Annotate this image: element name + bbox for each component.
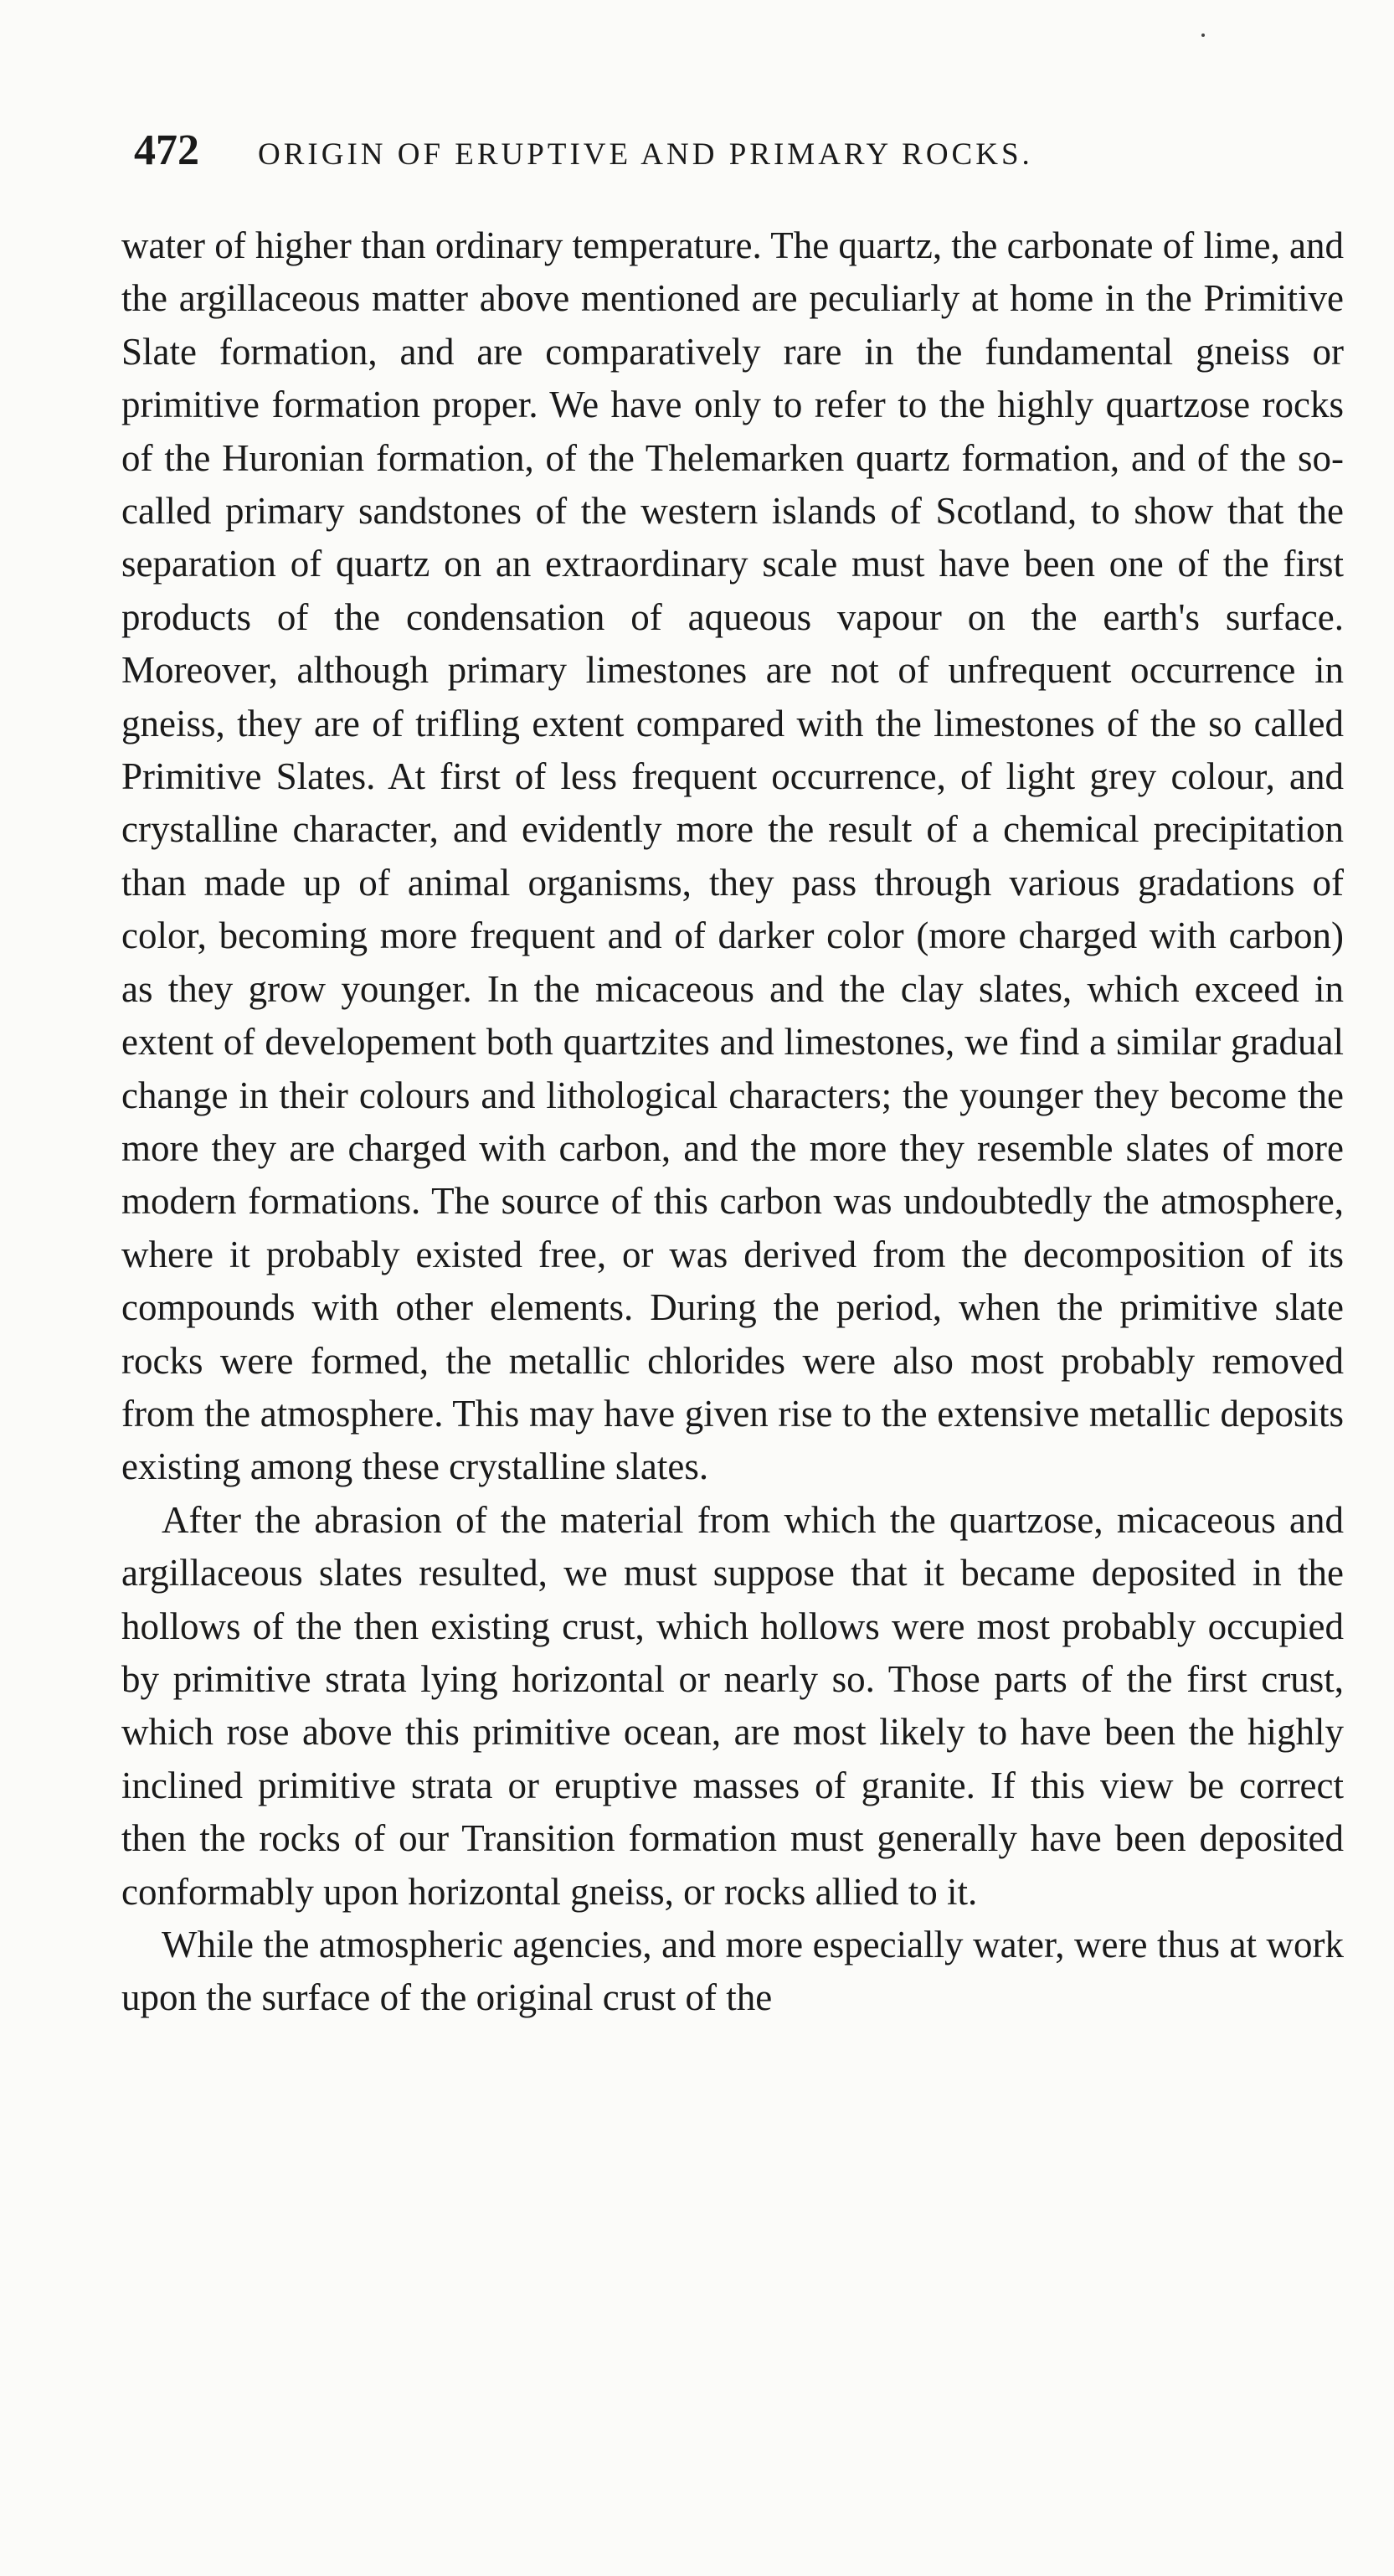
paragraph-abrasion: After the abrasion of the material from which the quartzose, micaceous and argillaceous slates resulted, we must suppose that it became deposited in the hollows of the then existing crust, which hollows were most probably occupied by primitive strata lying horizontal or nearly so. Those parts of the first crust, which rose above this primitive ocean, are most likely to have been the highly inclined primitive strata or eruptive masses of granite. If this view be correct then the rocks of our Transition formation must generally have been deposited conformably upon horizontal gneiss, or rocks allied to it. bbox=[121, 1498, 1344, 1913]
page-number: 472 bbox=[134, 126, 199, 174]
running-head bbox=[134, 126, 1306, 193]
print-speck bbox=[1201, 33, 1205, 37]
running-title: ORIGIN OF ERUPTIVE AND PRIMARY ROCKS. bbox=[258, 137, 1033, 172]
paragraph-continued: water of higher than ordinary temperature. The quartz, the carbonate of lime, and the argillaceous matter above mentioned are peculiarly at home in the Primitive Slate formation, and are comparatively rare in the fundamental gneiss or primitive formation proper. We have only to refer to the highly quartzose rocks of the Huronian formation, of the Thelemarken quartz formation, and of the so-called primary sandstones of the western islands of Scotland, to show that the separation of quartz on an extraordinary scale must have been one of the first products of the condensation of aqueous vapour on the earth's surface. Moreover, although primary limestones are not of unfrequent occurrence in gneiss, they are of trifling extent compared with the limestones of the so called Primitive Slates. At first of less frequent occurrence, of light grey colour, and crystalline character, and evidently more the result of a chemical precipitation than made up of animal organisms, they pass through various gradations of color, becoming more frequent and of darker color (more charged with carbon) as they grow younger. In the micaceous and the clay slates, which exceed in extent of developement both quartzites and limestones, we find a similar gradual change in their colours and lithological characters; the younger they become the more they are charged with carbon, and the more they resemble slates of more modern formations. The source of this carbon was undoubtedly the atmosphere, where it probably existed free, or was derived from the decomposition of its compounds with other elements. During the period, when the primitive slate rocks were formed, the metallic chlorides were also most probably removed from the atmosphere. This may have given rise to the extensive metallic deposits existing among these crystalline slates. bbox=[121, 224, 1344, 1488]
paragraph-atmospheric: While the atmospheric agencies, and more especially water, were thus at work upon the surface of the original crust of the bbox=[121, 1924, 1344, 2019]
body-text bbox=[121, 219, 1344, 2025]
